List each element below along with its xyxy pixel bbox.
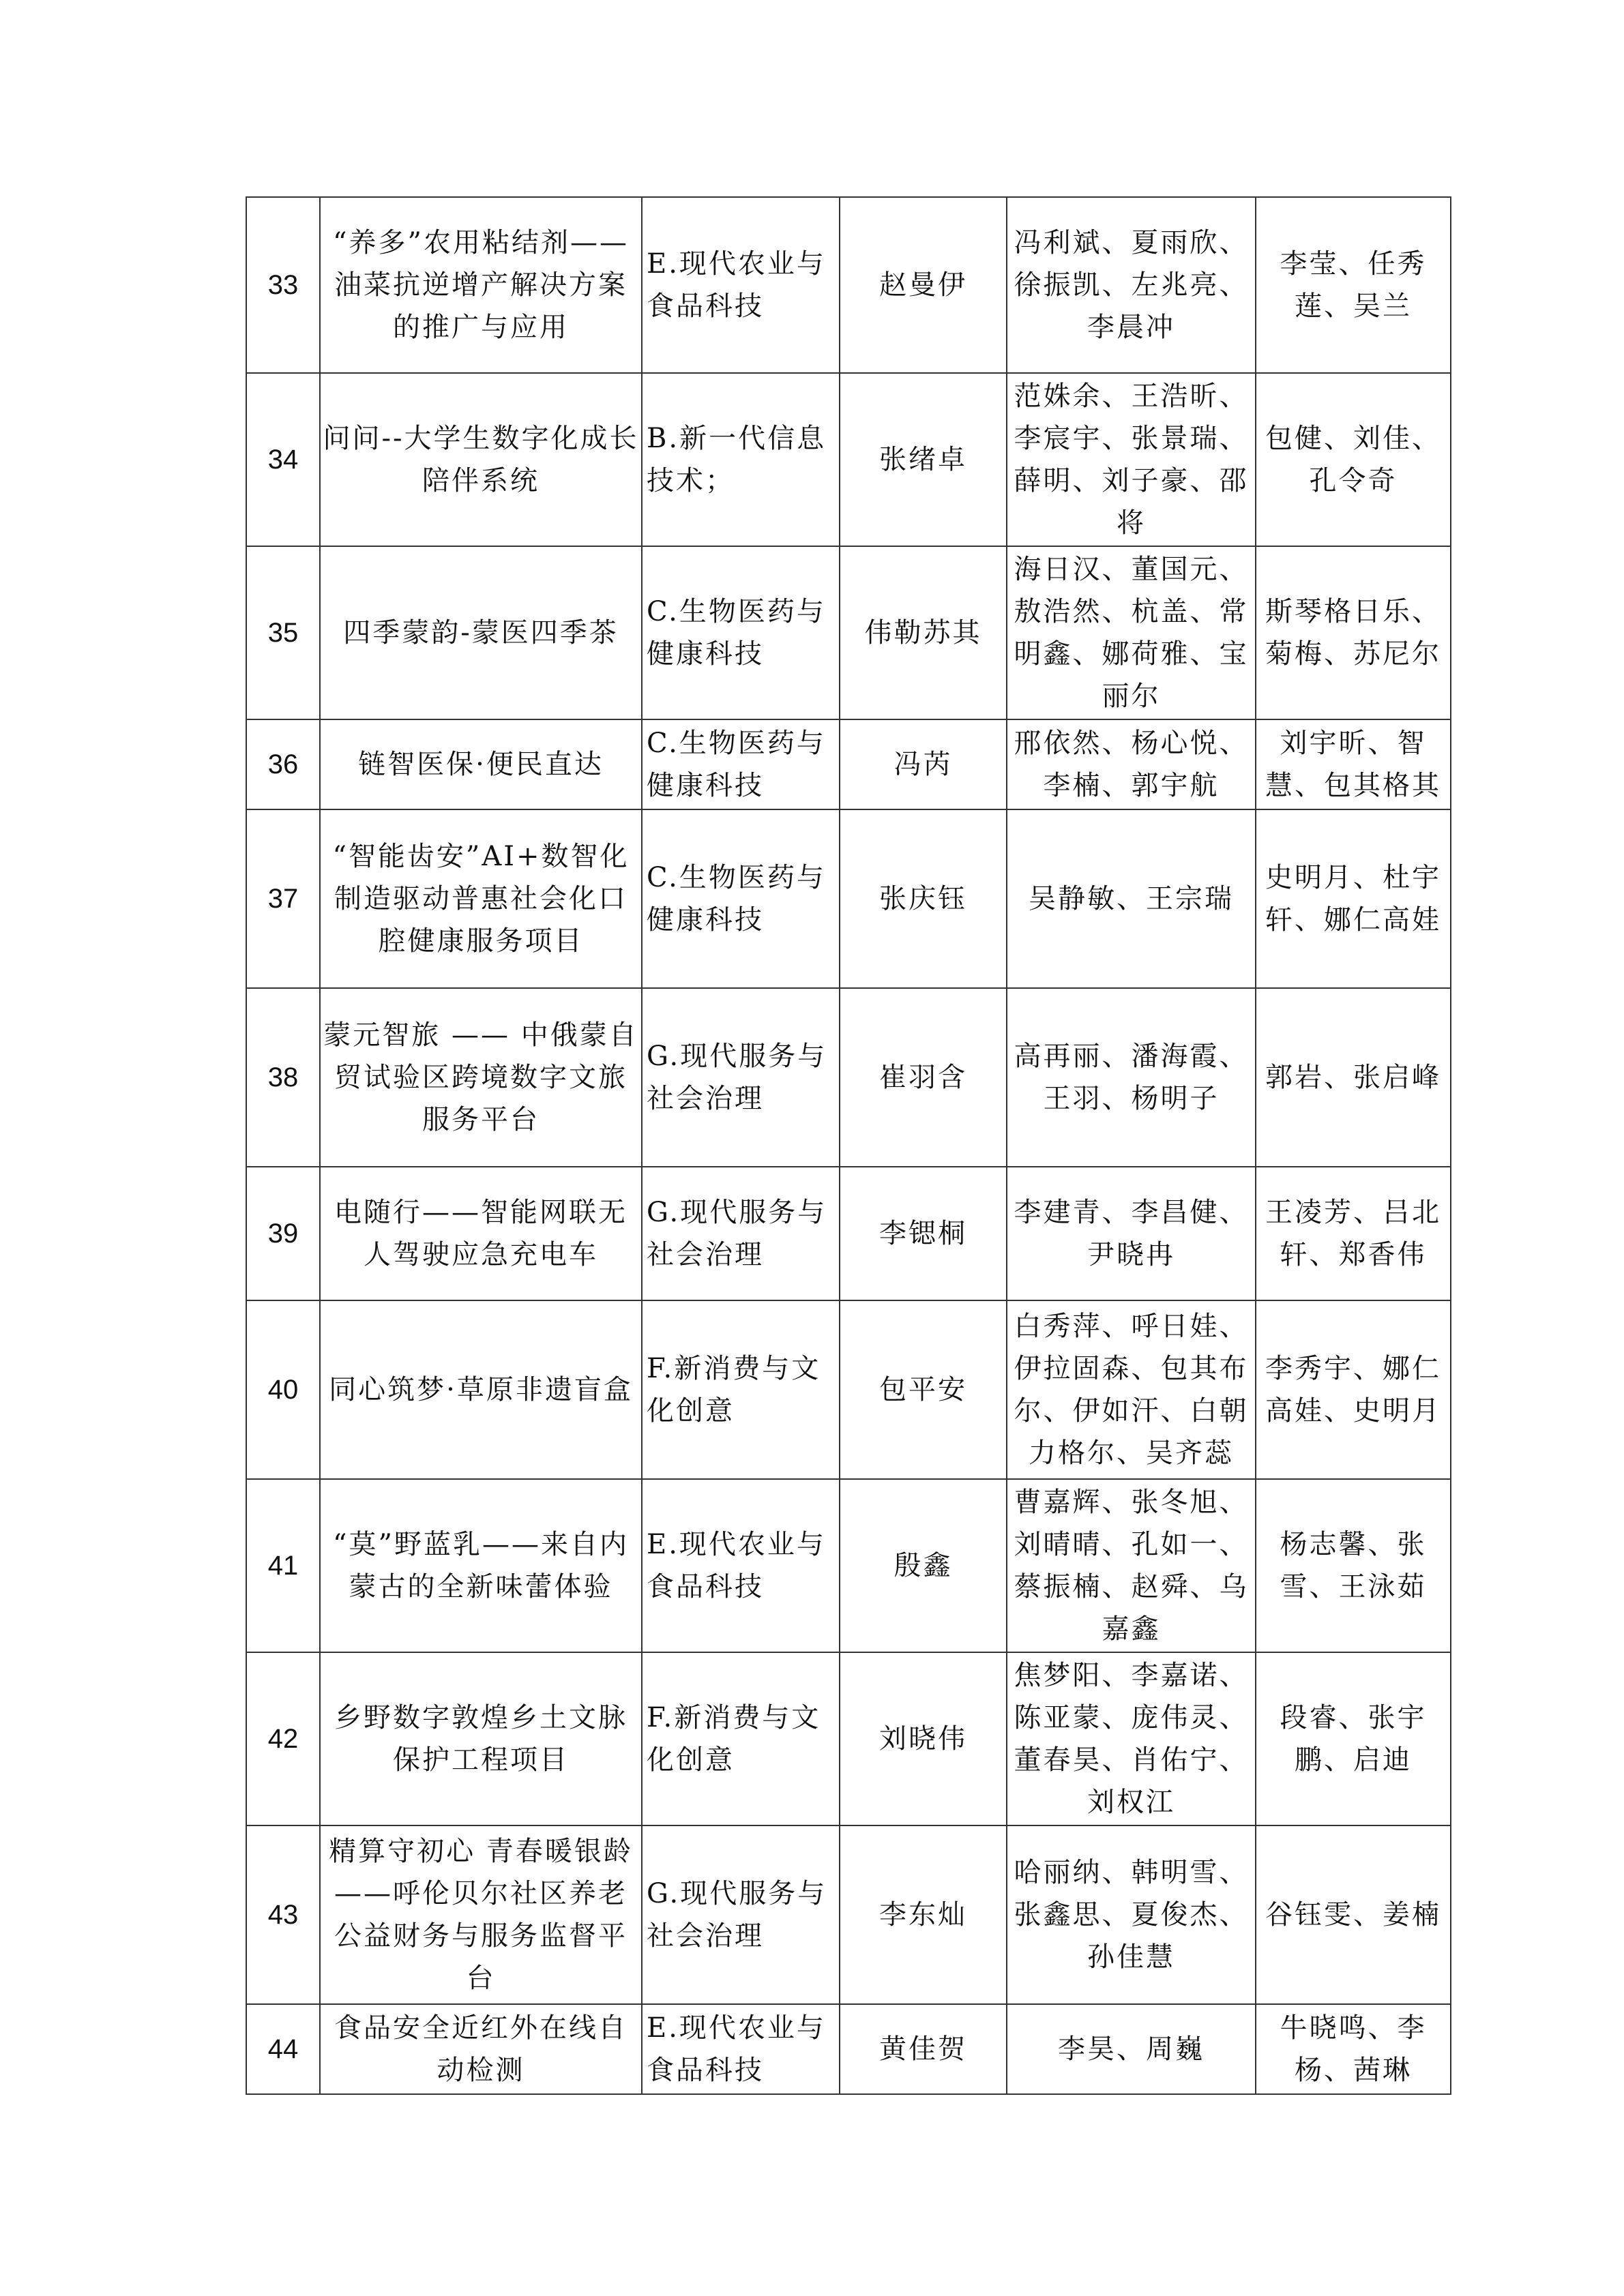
- team-leader-cell: 赵曼伊: [840, 197, 1007, 373]
- advisors-cell: 包健、刘佳、孔令奇: [1256, 373, 1451, 546]
- project-name-cell: 精算守初心 青春暖银龄——呼伦贝尔社区养老公益财务与服务监督平台: [320, 1825, 642, 2004]
- team-leader-cell: 崔羽含: [840, 988, 1007, 1167]
- row-number-cell: 43: [246, 1825, 320, 2004]
- project-name-cell: “智能齿安”AI+数智化制造驱动普惠社会化口腔健康服务项目: [320, 809, 642, 988]
- table-row: [246, 988, 1451, 1167]
- advisors-cell: 刘宇昕、智慧、包其格其: [1256, 719, 1451, 809]
- team-leader-cell: 包平安: [840, 1300, 1007, 1479]
- table-row: [246, 1825, 1451, 2004]
- advisors-cell: 谷钰雯、姜楠: [1256, 1825, 1451, 2004]
- team-members-cell: 曹嘉辉、张冬旭、刘晴晴、孔如一、蔡振楠、赵舜、乌嘉鑫: [1007, 1479, 1256, 1652]
- advisors-cell: 牛晓鸣、李杨、茜琳: [1256, 2004, 1451, 2094]
- project-table: [246, 196, 1451, 2095]
- advisors-cell: 郭岩、张启峰: [1256, 988, 1451, 1167]
- project-name-cell: 乡野数字敦煌乡土文脉保护工程项目: [320, 1652, 642, 1825]
- table-row: [246, 1300, 1451, 1479]
- team-leader-cell: 刘晓伟: [840, 1652, 1007, 1825]
- project-name-cell: 同心筑梦·草原非遗盲盒: [320, 1300, 642, 1479]
- advisors-cell: 王凌芳、吕北轩、郑香伟: [1256, 1167, 1451, 1300]
- project-field-cell: G.现代服务与社会治理: [642, 988, 840, 1167]
- project-name-cell: 蒙元智旅 —— 中俄蒙自贸试验区跨境数字文旅服务平台: [320, 988, 642, 1167]
- team-leader-cell: 伟勒苏其: [840, 546, 1007, 719]
- table-row: [246, 809, 1451, 988]
- team-members-cell: 李建青、李昌健、尹晓冉: [1007, 1167, 1256, 1300]
- project-field-cell: E.现代农业与食品科技: [642, 2004, 840, 2094]
- project-field-cell: G.现代服务与社会治理: [642, 1167, 840, 1300]
- project-field-cell: G.现代服务与社会治理: [642, 1825, 840, 2004]
- team-leader-cell: 李东灿: [840, 1825, 1007, 2004]
- team-leader-cell: 张庆钰: [840, 809, 1007, 988]
- advisors-cell: 杨志馨、张雪、王泳茹: [1256, 1479, 1451, 1652]
- project-field-cell: E.现代农业与食品科技: [642, 197, 840, 373]
- project-field-cell: C.生物医药与健康科技: [642, 546, 840, 719]
- row-number-cell: 42: [246, 1652, 320, 1825]
- table-row: [246, 546, 1451, 719]
- project-field-cell: C.生物医药与健康科技: [642, 719, 840, 809]
- team-leader-cell: 张绪卓: [840, 373, 1007, 546]
- row-number-cell: 40: [246, 1300, 320, 1479]
- project-field-cell: F.新消费与文化创意: [642, 1300, 840, 1479]
- table-row: [246, 719, 1451, 809]
- team-members-cell: 海日汉、董国元、敖浩然、杭盖、常明鑫、娜荷雅、宝丽尔: [1007, 546, 1256, 719]
- team-leader-cell: 殷鑫: [840, 1479, 1007, 1652]
- table-row: [246, 373, 1451, 546]
- team-members-cell: 吴静敏、王宗瑞: [1007, 809, 1256, 988]
- team-members-cell: 哈丽纳、韩明雪、张鑫思、夏俊杰、孙佳慧: [1007, 1825, 1256, 2004]
- project-name-cell: 食品安全近红外在线自动检测: [320, 2004, 642, 2094]
- table-row: [246, 1652, 1451, 1825]
- team-members-cell: 李昊、周巍: [1007, 2004, 1256, 2094]
- project-field-cell: F.新消费与文化创意: [642, 1652, 840, 1825]
- project-name-cell: 电随行——智能网联无人驾驶应急充电车: [320, 1167, 642, 1300]
- advisors-cell: 李秀宇、娜仁高娃、史明月: [1256, 1300, 1451, 1479]
- team-members-cell: 高再丽、潘海霞、王羽、杨明子: [1007, 988, 1256, 1167]
- project-field-cell: C.生物医药与健康科技: [642, 809, 840, 988]
- row-number-cell: 38: [246, 988, 320, 1167]
- team-leader-cell: 李锶桐: [840, 1167, 1007, 1300]
- row-number-cell: 36: [246, 719, 320, 809]
- advisors-cell: 斯琴格日乐、菊梅、苏尼尔: [1256, 546, 1451, 719]
- row-number-cell: 35: [246, 546, 320, 719]
- row-number-cell: 37: [246, 809, 320, 988]
- project-table-body: [246, 197, 1451, 2094]
- team-leader-cell: 冯芮: [840, 719, 1007, 809]
- team-members-cell: 冯利斌、夏雨欣、徐振凯、左兆亮、李晨冲: [1007, 197, 1256, 373]
- team-members-cell: 白秀萍、呼日娃、伊拉固森、包其布尔、伊如汗、白朝力格尔、吴齐蕊: [1007, 1300, 1256, 1479]
- table-row: [246, 1479, 1451, 1652]
- row-number-cell: 44: [246, 2004, 320, 2094]
- project-name-cell: “养多”农用粘结剂——油菜抗逆增产解决方案的推广与应用: [320, 197, 642, 373]
- project-field-cell: E.现代农业与食品科技: [642, 1479, 840, 1652]
- project-name-cell: 链智医保·便民直达: [320, 719, 642, 809]
- team-members-cell: 焦梦阳、李嘉诺、陈亚蒙、庞伟灵、董春昊、肖佑宁、刘权江: [1007, 1652, 1256, 1825]
- team-members-cell: 邢依然、杨心悦、李楠、郭宇航: [1007, 719, 1256, 809]
- project-name-cell: 问问--大学生数字化成长陪伴系统: [320, 373, 642, 546]
- table-row: [246, 1167, 1451, 1300]
- team-leader-cell: 黄佳贺: [840, 2004, 1007, 2094]
- row-number-cell: 41: [246, 1479, 320, 1652]
- row-number-cell: 34: [246, 373, 320, 546]
- advisors-cell: 史明月、杜宇轩、娜仁高娃: [1256, 809, 1451, 988]
- project-name-cell: 四季蒙韵-蒙医四季茶: [320, 546, 642, 719]
- project-field-cell: B.新一代信息技术；: [642, 373, 840, 546]
- advisors-cell: 段睿、张宇鹏、启迪: [1256, 1652, 1451, 1825]
- table-row: [246, 197, 1451, 373]
- project-name-cell: “莫”野蓝乳——来自内蒙古的全新味蕾体验: [320, 1479, 642, 1652]
- row-number-cell: 33: [246, 197, 320, 373]
- advisors-cell: 李莹、任秀莲、吴兰: [1256, 197, 1451, 373]
- team-members-cell: 范姝余、王浩昕、李宸宇、张景瑞、薛明、刘子豪、邵将: [1007, 373, 1256, 546]
- row-number-cell: 39: [246, 1167, 320, 1300]
- table-row: [246, 2004, 1451, 2094]
